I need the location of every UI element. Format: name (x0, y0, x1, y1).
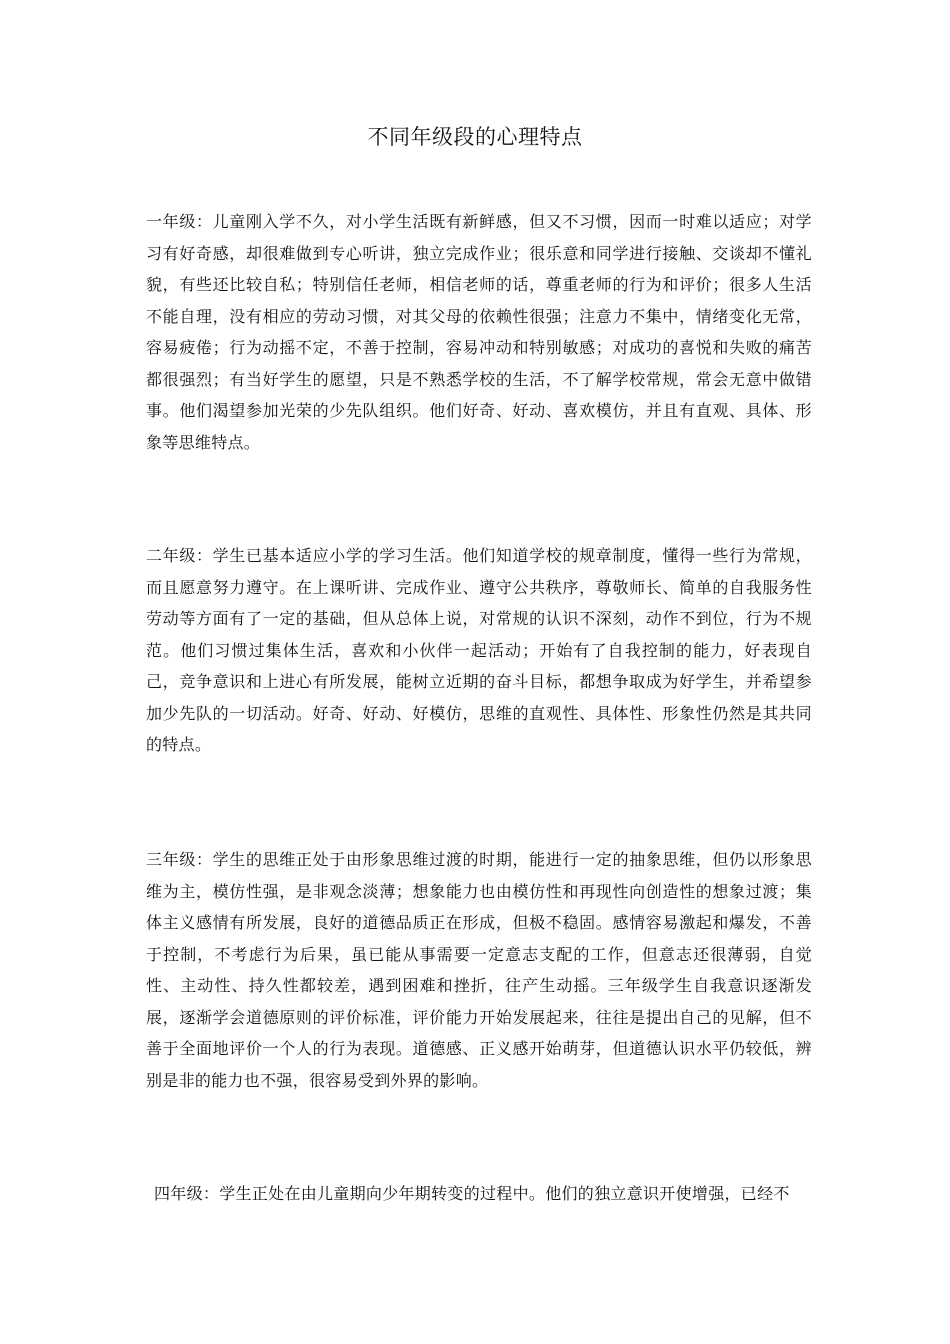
document-title: 不同年级段的心理特点 (367, 125, 583, 149)
paragraph-grade-two: 二年级：学生已基本适应小学的学习生活。他们知道学校的规章制度，懂得一些行为常规，而且愿意努力遵守。在上课听讲、完成作业、遵守公共秩序，尊敬师长、简单的自我服务性劳动等方面有了一定的基础，但从总体上说，对常规的认识不深刻，动作不到位，行为不规范。他们习惯过集体生活，喜欢和小伙伴一起活动；开始有了自我控制的能力，好表现自己，竞争意识和上进心有所发展，能树立近期的奋斗目标，都想争取成为好学生，并希望参加少先队的一切活动。好奇、好动、好模仿，思维的直观性、具体性、形象性仍然是其共同的特点。 (146, 546, 812, 754)
paragraph-grade-three: 三年级：学生的思维正处于由形象思维过渡的时期，能进行一定的抽象思维，但仍以形象思维为主，模仿性强，是非观念淡薄；想象能力也由模仿性和再现性向创造性的想象过渡；集体主义感情有所发展，良好的道德品质正在形成，但极不稳固。感情容易激起和爆发，不善于控制，不考虑行为后果，虽已能从事需要一定意志支配的工作，但意志还很薄弱，自觉性、主动性、持久性都较差，遇到困难和挫折，往产生动摇。三年级学生自我意识逐渐发展，逐渐学会道德原则的评价标准，评价能力开始发展起来，往往是提出自己的见解，但不善于全面地评价一个人的行为表现。道德感、正义感开始萌芽，但道德认识水平仍较低，辨别是非的能力也不强，很容易受到外界的影响。 (146, 850, 812, 1090)
paragraph-grade-four-text: 四年级：学生正处在由儿童期向少年期转变的过程中。他们的独立意识开使增强，已经不 (154, 1184, 790, 1203)
paragraph-grade-four (146, 1178, 812, 1210)
paragraph-grade-one: 一年级：儿童刚入学不久，对小学生活既有新鲜感，但又不习惯，因而一时难以适应；对学习有好奇感，却很难做到专心听讲，独立完成作业；很乐意和同学进行接触、交谈却不懂礼貌，有些还比较自私；特别信任老师，相信老师的话，尊重老师的行为和评价；很多人生活不能自理，没有相应的劳动习惯，对其父母的依赖性很强；注意力不集中，情绪变化无常，容易疲倦；行为动摇不定，不善于控制，容易冲动和特别敏感；对成功的喜悦和失败的痛苦都很强烈；有当好学生的愿望，只是不熟悉学校的生活，不了解学校常规，常会无意中做错事。他们渴望参加光荣的少先队组织。他们好奇、好动、喜欢模仿，并且有直观、具体、形象等思维特点。 (146, 212, 812, 452)
